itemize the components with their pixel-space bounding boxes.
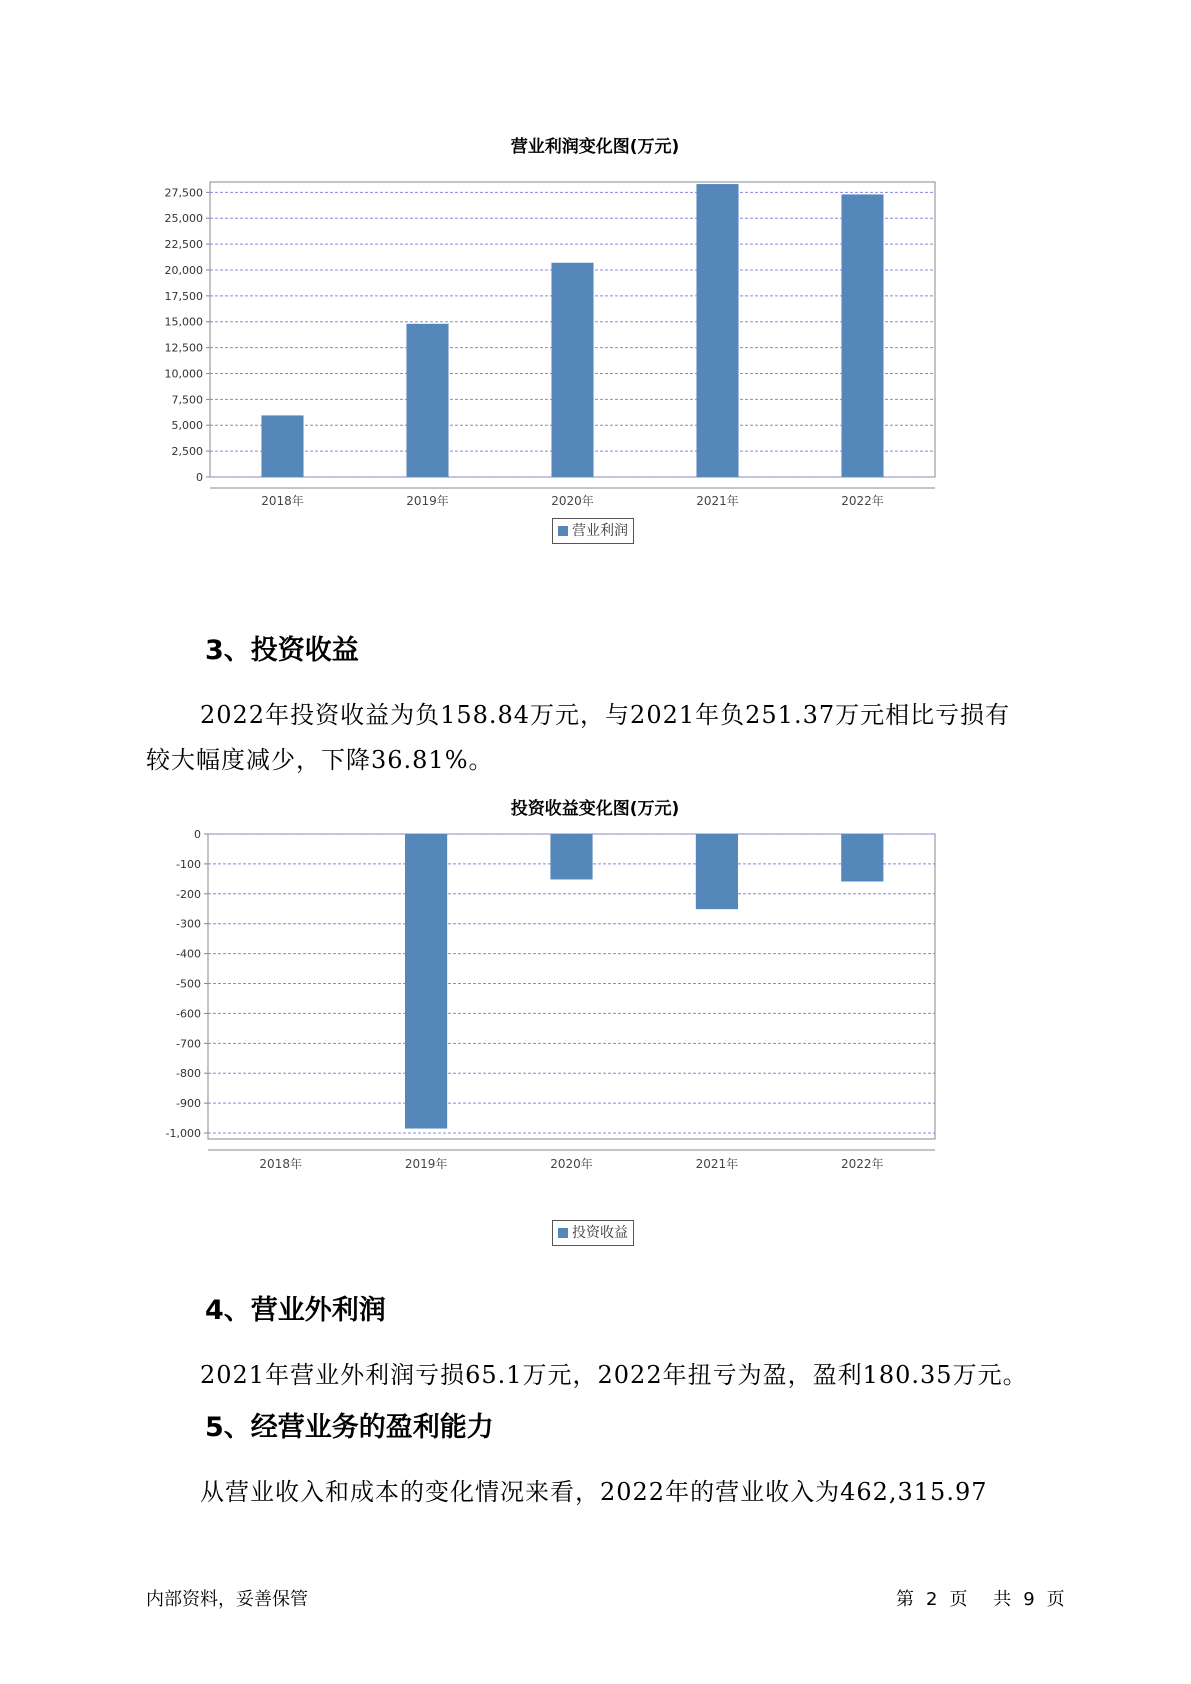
x-tick-label: 2018年	[259, 1157, 302, 1171]
bar	[405, 834, 447, 1129]
operating-profit-chart	[150, 130, 1040, 560]
y-tick-label: -900	[176, 1097, 201, 1111]
total-label: 页	[1046, 1589, 1065, 1610]
paragraph-line: 较大幅度减少，下降36.81%。	[146, 746, 494, 774]
bar	[550, 834, 592, 879]
chart-legend	[552, 518, 634, 544]
x-tick-label: 2022年	[841, 1157, 884, 1171]
y-tick-label: 20,000	[164, 263, 203, 277]
y-tick-label: 2,500	[171, 445, 203, 459]
footer-left: 内部资料，妥善保管	[146, 1589, 308, 1610]
y-tick-label: 5,000	[171, 419, 203, 433]
y-tick-label: 22,500	[164, 238, 203, 252]
y-tick-label: -300	[176, 917, 201, 931]
footer-page-number	[890, 1585, 1071, 1611]
chart-title: 营业利润变化图(万元)	[510, 137, 680, 157]
legend-swatch	[558, 1228, 568, 1238]
y-tick-label: 10,000	[164, 367, 203, 381]
investment-income-chart	[150, 792, 1040, 1252]
bar	[551, 263, 593, 477]
x-tick-label: 2020年	[550, 1157, 593, 1171]
y-tick-label: -600	[176, 1007, 201, 1021]
operating-profit-chart-svg	[150, 170, 1040, 550]
y-tick-label: 17,500	[164, 289, 203, 303]
y-tick-label: 27,500	[164, 186, 203, 200]
plot-area	[208, 834, 935, 1139]
page-number: 2	[926, 1589, 938, 1610]
section-heading-non-operating: 4、营业外利润	[205, 1295, 386, 1326]
paragraph-line: 2021年营业外利润亏损65.1万元，2022年扭亏为盈，盈利180.35万元。	[200, 1361, 1028, 1389]
legend-label: 营业利润	[572, 523, 628, 539]
section-heading-profitability: 5、经营业务的盈利能力	[205, 1412, 494, 1443]
total-label: 共	[993, 1589, 1012, 1610]
x-tick-label: 2019年	[404, 1157, 448, 1171]
page-label: 第	[896, 1589, 914, 1610]
bar	[841, 834, 883, 881]
y-tick-label: 12,500	[164, 341, 203, 355]
paragraph-line: 从营业收入和成本的变化情况来看，2022年的营业收入为462,315.97	[200, 1478, 988, 1506]
y-tick-label: -100	[176, 857, 201, 871]
legend-swatch	[558, 526, 568, 536]
bar	[406, 324, 448, 477]
y-tick-label: 25,000	[164, 212, 203, 226]
x-tick-label: 2019年	[406, 494, 449, 508]
total-pages: 9	[1023, 1589, 1035, 1610]
x-tick-label: 2018年	[261, 494, 304, 508]
y-tick-label: -700	[176, 1037, 201, 1051]
x-tick-label: 2021年	[696, 494, 739, 508]
bar	[841, 194, 883, 477]
y-tick-label: 15,000	[164, 315, 203, 329]
x-tick-label: 2021年	[695, 1157, 739, 1171]
bar	[261, 415, 303, 477]
chart-title: 投资收益变化图(万元)	[510, 799, 680, 819]
y-tick-label: 0	[194, 828, 201, 841]
x-tick-label: 2020年	[551, 494, 594, 508]
y-tick-label: -400	[176, 947, 201, 961]
paragraph-line: 2022年投资收益为负158.84万元，与2021年负251.37万元相比亏损有	[200, 701, 1011, 729]
chart-legend	[552, 1220, 634, 1246]
y-tick-label: -1,000	[165, 1127, 201, 1141]
legend-label: 投资收益	[572, 1225, 628, 1241]
page-label: 页	[949, 1589, 968, 1610]
y-tick-label: -200	[176, 887, 201, 901]
bar	[696, 184, 738, 477]
investment-income-chart-svg	[150, 824, 1040, 1234]
bar	[696, 834, 738, 909]
x-tick-label: 2022年	[841, 494, 884, 508]
section-heading-investment: 3、投资收益	[205, 635, 359, 666]
y-tick-label: 7,500	[171, 393, 203, 407]
y-tick-label: 0	[196, 471, 203, 484]
y-tick-label: -800	[176, 1067, 201, 1081]
y-tick-label: -500	[176, 977, 201, 991]
